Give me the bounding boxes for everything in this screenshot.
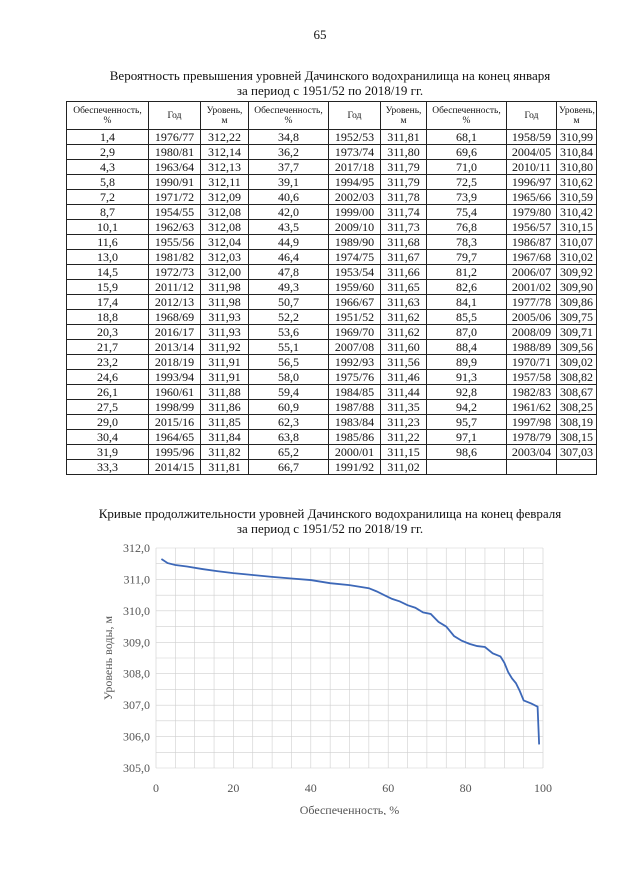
table-cell: 1957/58 <box>507 370 557 385</box>
page-number: 65 <box>313 27 327 42</box>
table-cell: 2006/07 <box>507 265 557 280</box>
table-cell: 311,23 <box>381 415 427 430</box>
table-cell: 311,98 <box>201 280 249 295</box>
table-cell: 1976/77 <box>149 130 201 145</box>
table-cell: 21,7 <box>67 340 149 355</box>
table-row <box>67 175 597 190</box>
table-row <box>67 205 597 220</box>
table-cell: 2008/09 <box>507 325 557 340</box>
table-cell: 2015/16 <box>149 415 201 430</box>
table-cell: 2004/05 <box>507 145 557 160</box>
table-cell: 2017/18 <box>329 160 381 175</box>
table-cell: 18,8 <box>67 310 149 325</box>
table-row <box>67 400 597 415</box>
x-tick-label: 80 <box>459 781 472 795</box>
table-cell: 72,5 <box>427 175 507 190</box>
table-cell: 2013/14 <box>149 340 201 355</box>
table-cell: 309,71 <box>557 325 597 340</box>
table-cell: 311,91 <box>201 370 249 385</box>
table-cell: 310,99 <box>557 130 597 145</box>
table-row <box>67 430 597 445</box>
table-cell: 36,2 <box>249 145 329 160</box>
table-cell: 310,02 <box>557 250 597 265</box>
table-cell: 55,1 <box>249 340 329 355</box>
table-cell: 82,6 <box>427 280 507 295</box>
table-cell: 66,7 <box>249 460 329 475</box>
table-cell: 310,80 <box>557 160 597 175</box>
table-cell: 94,2 <box>427 400 507 415</box>
table-cell: 50,7 <box>249 295 329 310</box>
table-cell: 4,3 <box>67 160 149 175</box>
table-cell: 1974/75 <box>329 250 381 265</box>
table-cell: 1980/81 <box>149 145 201 160</box>
chart-title-line2: за период с 1951/52 по 2018/19 гг. <box>236 521 424 536</box>
table-cell: 60,9 <box>249 400 329 415</box>
table-cell: 312,11 <box>201 175 249 190</box>
table-cell: 98,6 <box>427 445 507 460</box>
table-cell: 56,5 <box>249 355 329 370</box>
table-cell: 68,1 <box>427 130 507 145</box>
table-cell: 311,60 <box>381 340 427 355</box>
table-cell: 2011/12 <box>149 280 201 295</box>
table-cell: 311,73 <box>381 220 427 235</box>
table-cell: 24,6 <box>67 370 149 385</box>
table-cell: 2014/15 <box>149 460 201 475</box>
table-cell: 40,6 <box>249 190 329 205</box>
table-cell: 308,15 <box>557 430 597 445</box>
table-cell: 89,9 <box>427 355 507 370</box>
table-cell: 85,5 <box>427 310 507 325</box>
y-tick-label: 310,0 <box>123 603 150 618</box>
table-cell: 1995/96 <box>149 445 201 460</box>
table-cell: 92,8 <box>427 385 507 400</box>
table-title <box>60 68 600 98</box>
duration-chart <box>96 540 566 815</box>
table-cell <box>557 460 597 475</box>
table-cell: 309,56 <box>557 340 597 355</box>
y-tick-label: 306,0 <box>123 729 150 744</box>
table-cell: 17,4 <box>67 295 149 310</box>
table-row <box>67 265 597 280</box>
table-cell: 1968/69 <box>149 310 201 325</box>
table-cell: 2007/08 <box>329 340 381 355</box>
chart-title <box>60 506 600 536</box>
table-cell: 5,8 <box>67 175 149 190</box>
table-cell: 76,8 <box>427 220 507 235</box>
table-cell: 311,91 <box>201 355 249 370</box>
table-cell: 1978/79 <box>507 430 557 445</box>
table-cell: 29,0 <box>67 415 149 430</box>
table-cell: 71,0 <box>427 160 507 175</box>
table-row <box>67 190 597 205</box>
chart-title-line1: Кривые продолжительности уровней Дачинского водохранилища на конец февраля <box>98 506 562 521</box>
table-cell: 311,22 <box>381 430 427 445</box>
y-tick-label: 308,0 <box>123 666 150 681</box>
table-cell: 2001/02 <box>507 280 557 295</box>
table-cell: 47,8 <box>249 265 329 280</box>
table-cell: 1951/52 <box>329 310 381 325</box>
table-cell: 11,6 <box>67 235 149 250</box>
table-cell: 1989/90 <box>329 235 381 250</box>
table-cell: 309,75 <box>557 310 597 325</box>
table-cell: 312,13 <box>201 160 249 175</box>
table-cell: 43,5 <box>249 220 329 235</box>
table-cell: 312,22 <box>201 130 249 145</box>
table-header-cell: Обеспеченность, % <box>249 102 329 130</box>
table-cell: 63,8 <box>249 430 329 445</box>
table-cell: 310,07 <box>557 235 597 250</box>
table-cell: 310,62 <box>557 175 597 190</box>
table-cell: 311,88 <box>201 385 249 400</box>
table-cell: 308,19 <box>557 415 597 430</box>
table-cell: 8,7 <box>67 205 149 220</box>
table-cell: 1991/92 <box>329 460 381 475</box>
table-cell: 309,90 <box>557 280 597 295</box>
table-row <box>67 325 597 340</box>
y-tick-label: 312,0 <box>123 541 150 555</box>
table-cell: 311,81 <box>381 130 427 145</box>
table-cell: 52,2 <box>249 310 329 325</box>
table-cell: 1969/70 <box>329 325 381 340</box>
table-row <box>67 445 597 460</box>
y-tick-label: 309,0 <box>123 635 150 650</box>
table-cell: 1999/00 <box>329 205 381 220</box>
y-tick-label: 307,0 <box>123 698 150 713</box>
table-row <box>67 340 597 355</box>
table-cell: 1959/60 <box>329 280 381 295</box>
table-cell: 311,80 <box>381 145 427 160</box>
table-cell: 1971/72 <box>149 190 201 205</box>
y-axis-label: Уровень воды, м <box>101 615 115 701</box>
table-header-cell: Обеспеченность, % <box>67 102 149 130</box>
table-cell: 312,09 <box>201 190 249 205</box>
table-cell: 312,04 <box>201 235 249 250</box>
table-cell: 1998/99 <box>149 400 201 415</box>
table-cell: 88,4 <box>427 340 507 355</box>
table-cell: 1993/94 <box>149 370 201 385</box>
table-cell: 79,7 <box>427 250 507 265</box>
table-cell: 2009/10 <box>329 220 381 235</box>
table-cell: 312,00 <box>201 265 249 280</box>
table-cell: 1983/84 <box>329 415 381 430</box>
table-row <box>67 385 597 400</box>
table-cell: 311,79 <box>381 160 427 175</box>
table-cell: 1996/97 <box>507 175 557 190</box>
x-tick-label: 100 <box>534 781 552 795</box>
table-header-cell: Год <box>507 102 557 130</box>
table-cell: 7,2 <box>67 190 149 205</box>
table-cell: 311,63 <box>381 295 427 310</box>
table-header-cell: Обеспеченность, % <box>427 102 507 130</box>
table-cell: 310,42 <box>557 205 597 220</box>
table-cell: 65,2 <box>249 445 329 460</box>
table-cell: 75,4 <box>427 205 507 220</box>
table-cell: 1958/59 <box>507 130 557 145</box>
table-cell: 59,4 <box>249 385 329 400</box>
table-cell: 1952/53 <box>329 130 381 145</box>
table-cell: 1970/71 <box>507 355 557 370</box>
table-cell: 78,3 <box>427 235 507 250</box>
table-cell: 44,9 <box>249 235 329 250</box>
table-header-cell: Год <box>329 102 381 130</box>
table-cell: 1962/63 <box>149 220 201 235</box>
table-cell: 1975/76 <box>329 370 381 385</box>
table-cell: 2005/06 <box>507 310 557 325</box>
table-row <box>67 355 597 370</box>
table-header-row <box>67 102 597 130</box>
table-cell: 1987/88 <box>329 400 381 415</box>
table-row <box>67 460 597 475</box>
table-cell: 1965/66 <box>507 190 557 205</box>
table-cell: 2002/03 <box>329 190 381 205</box>
table-cell: 310,59 <box>557 190 597 205</box>
table-cell: 1955/56 <box>149 235 201 250</box>
level-duration-curve <box>161 559 539 744</box>
x-tick-label: 20 <box>227 781 240 795</box>
table-cell: 2000/01 <box>329 445 381 460</box>
x-tick-label: 0 <box>153 781 159 795</box>
table-cell: 14,5 <box>67 265 149 280</box>
table-cell: 311,78 <box>381 190 427 205</box>
table-cell: 2,9 <box>67 145 149 160</box>
table-cell: 2003/04 <box>507 445 557 460</box>
table-cell: 1960/61 <box>149 385 201 400</box>
table-cell: 1954/55 <box>149 205 201 220</box>
table-body <box>67 130 597 475</box>
table-cell: 53,6 <box>249 325 329 340</box>
table-cell: 308,82 <box>557 370 597 385</box>
table-cell: 311,35 <box>381 400 427 415</box>
table-cell: 23,2 <box>67 355 149 370</box>
table-cell: 34,8 <box>249 130 329 145</box>
table-header-cell: Уровень, м <box>381 102 427 130</box>
table-cell: 311,93 <box>201 325 249 340</box>
y-tick-label: 311,0 <box>123 572 150 587</box>
table-cell: 309,02 <box>557 355 597 370</box>
table-cell: 1990/91 <box>149 175 201 190</box>
table-cell: 311,92 <box>201 340 249 355</box>
table-cell: 33,3 <box>67 460 149 475</box>
table-row <box>67 250 597 265</box>
table-cell: 73,9 <box>427 190 507 205</box>
table-header-cell: Уровень, м <box>557 102 597 130</box>
table-cell: 1986/87 <box>507 235 557 250</box>
table-cell: 1981/82 <box>149 250 201 265</box>
table-cell: 1,4 <box>67 130 149 145</box>
table-cell: 1961/62 <box>507 400 557 415</box>
table-cell: 13,0 <box>67 250 149 265</box>
table-cell: 307,03 <box>557 445 597 460</box>
table-cell: 42,0 <box>249 205 329 220</box>
x-axis-label: Обеспеченность, % <box>299 803 400 815</box>
table-cell: 1963/64 <box>149 160 201 175</box>
table-cell: 311,84 <box>201 430 249 445</box>
x-tick-label: 60 <box>382 781 395 795</box>
table-cell: 311,44 <box>381 385 427 400</box>
table-cell: 58,0 <box>249 370 329 385</box>
table-cell: 1992/93 <box>329 355 381 370</box>
table-cell: 311,67 <box>381 250 427 265</box>
table-cell: 1973/74 <box>329 145 381 160</box>
table-cell: 311,86 <box>201 400 249 415</box>
table-cell: 311,46 <box>381 370 427 385</box>
table-row <box>67 370 597 385</box>
table-cell: 310,15 <box>557 220 597 235</box>
table-cell: 311,81 <box>201 460 249 475</box>
table-cell: 312,14 <box>201 145 249 160</box>
table-cell: 1964/65 <box>149 430 201 445</box>
table-row <box>67 415 597 430</box>
table-cell: 311,93 <box>201 310 249 325</box>
table-cell: 20,3 <box>67 325 149 340</box>
table-cell: 2018/19 <box>149 355 201 370</box>
table-cell: 1967/68 <box>507 250 557 265</box>
table-cell: 39,1 <box>249 175 329 190</box>
table-cell <box>507 460 557 475</box>
table-cell: 308,25 <box>557 400 597 415</box>
table-cell: 311,65 <box>381 280 427 295</box>
table-cell: 62,3 <box>249 415 329 430</box>
table-row <box>67 220 597 235</box>
table-cell: 87,0 <box>427 325 507 340</box>
table-cell: 311,62 <box>381 310 427 325</box>
table-cell: 46,4 <box>249 250 329 265</box>
table-cell: 1984/85 <box>329 385 381 400</box>
probability-table <box>66 101 597 475</box>
chart-svg <box>96 540 566 815</box>
table-cell: 311,79 <box>381 175 427 190</box>
table-row <box>67 310 597 325</box>
table-cell: 1972/73 <box>149 265 201 280</box>
table-row <box>67 235 597 250</box>
table-cell: 309,86 <box>557 295 597 310</box>
table-cell: 27,5 <box>67 400 149 415</box>
table-cell: 312,08 <box>201 205 249 220</box>
table-cell: 2016/17 <box>149 325 201 340</box>
table-cell: 310,84 <box>557 145 597 160</box>
table-cell: 309,92 <box>557 265 597 280</box>
table-cell: 312,03 <box>201 250 249 265</box>
table-cell: 312,08 <box>201 220 249 235</box>
table-row <box>67 130 597 145</box>
table-cell: 311,98 <box>201 295 249 310</box>
table-cell: 311,74 <box>381 205 427 220</box>
table-cell: 1988/89 <box>507 340 557 355</box>
table-cell: 37,7 <box>249 160 329 175</box>
table-cell: 1997/98 <box>507 415 557 430</box>
table-cell: 311,85 <box>201 415 249 430</box>
table-cell: 15,9 <box>67 280 149 295</box>
table-cell: 10,1 <box>67 220 149 235</box>
table-header-cell: Год <box>149 102 201 130</box>
table-cell: 49,3 <box>249 280 329 295</box>
table-cell: 311,15 <box>381 445 427 460</box>
table-row <box>67 295 597 310</box>
table-cell: 84,1 <box>427 295 507 310</box>
table-title-line2: за период с 1951/52 по 2018/19 гг. <box>236 83 424 98</box>
table-row <box>67 145 597 160</box>
table-cell: 1994/95 <box>329 175 381 190</box>
y-tick-label: 305,0 <box>123 761 150 775</box>
table-cell: 26,1 <box>67 385 149 400</box>
table-cell: 69,6 <box>427 145 507 160</box>
table-cell: 1953/54 <box>329 265 381 280</box>
table-cell: 1982/83 <box>507 385 557 400</box>
table-cell: 81,2 <box>427 265 507 280</box>
table-cell: 2010/11 <box>507 160 557 175</box>
table-cell: 1977/78 <box>507 295 557 310</box>
table-row <box>67 160 597 175</box>
x-tick-label: 40 <box>304 781 317 795</box>
table-cell: 311,82 <box>201 445 249 460</box>
table-cell: 308,67 <box>557 385 597 400</box>
table-cell: 95,7 <box>427 415 507 430</box>
table-header-cell: Уровень, м <box>201 102 249 130</box>
table-cell: 91,3 <box>427 370 507 385</box>
table-row <box>67 280 597 295</box>
table-cell: 31,9 <box>67 445 149 460</box>
table-cell: 311,02 <box>381 460 427 475</box>
table-cell: 311,56 <box>381 355 427 370</box>
table-cell: 1966/67 <box>329 295 381 310</box>
table-cell: 1979/80 <box>507 205 557 220</box>
table-title-line1: Вероятность превышения уровней Дачинского водохранилища на конец января <box>109 68 551 83</box>
table-cell: 97,1 <box>427 430 507 445</box>
table-cell: 2012/13 <box>149 295 201 310</box>
table-cell: 1956/57 <box>507 220 557 235</box>
table-cell <box>427 460 507 475</box>
table-cell: 311,66 <box>381 265 427 280</box>
table-cell: 311,68 <box>381 235 427 250</box>
table-cell: 1985/86 <box>329 430 381 445</box>
table-cell: 311,62 <box>381 325 427 340</box>
table-cell: 30,4 <box>67 430 149 445</box>
